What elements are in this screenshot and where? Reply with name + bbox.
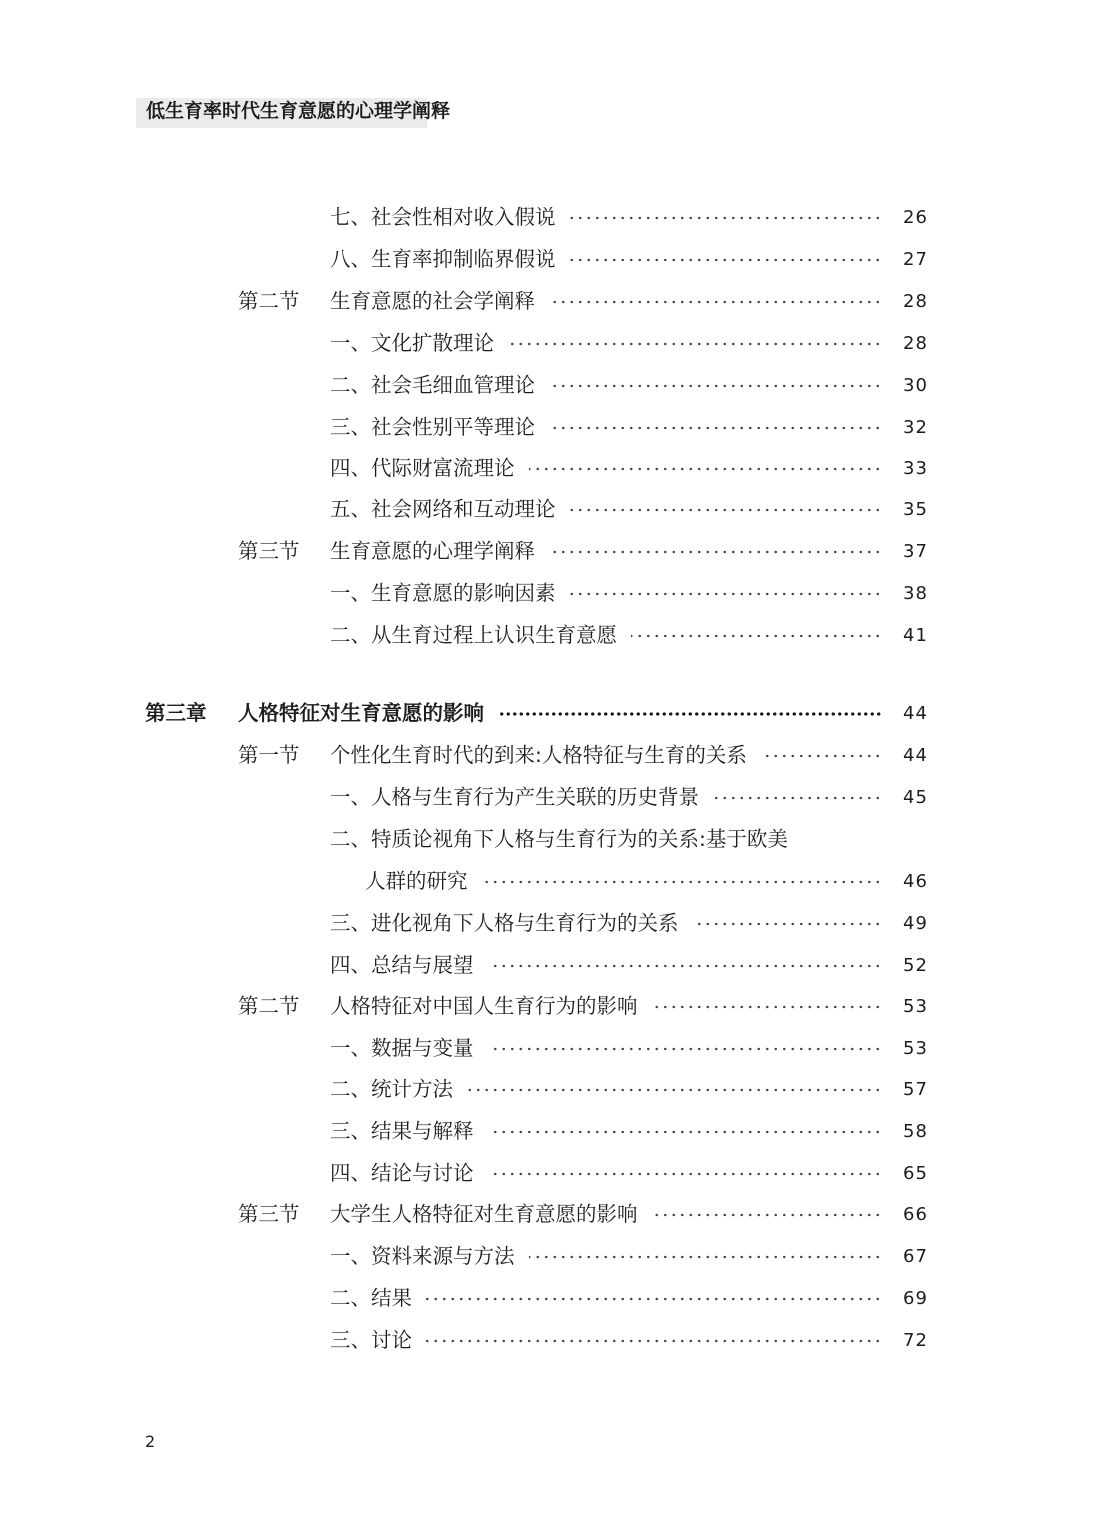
toc-entry-title: 三、社会性别平等理论: [330, 415, 535, 439]
dot-leader: [570, 508, 882, 512]
toc-entry-label: 第一节: [238, 743, 300, 767]
dot-leader: [488, 1047, 882, 1051]
toc-item-entry: [0, 1116, 1100, 1146]
dot-leader: [761, 754, 882, 758]
dot-leader: [549, 550, 882, 554]
toc-section-entry: [0, 286, 1100, 316]
toc-entry-title: 二、从生育过程上认识生育意愿: [330, 623, 617, 647]
toc-item-entry: [0, 578, 1100, 608]
toc-entry-page: 69: [903, 1288, 928, 1309]
toc-item-entry: [0, 908, 1100, 938]
toc-entry-page: 52: [903, 955, 928, 976]
dot-leader: [570, 216, 882, 220]
toc-entry-label: 第二节: [238, 994, 300, 1018]
running-header: [136, 98, 451, 128]
toc-entry-title: 人群的研究: [365, 869, 468, 893]
toc-entry-page: 65: [903, 1163, 928, 1184]
toc-entry-title: 三、讨论: [330, 1328, 412, 1352]
toc-section-entry: [0, 991, 1100, 1021]
toc-entry-page: 33: [903, 458, 928, 479]
toc-entry-page: 53: [903, 996, 928, 1017]
toc-chapter-entry: [0, 698, 1100, 728]
toc-entry-page: 37: [903, 541, 928, 562]
toc-entry-label: 第三节: [238, 539, 300, 563]
toc-entry-page: 46: [903, 871, 928, 892]
dot-leader: [482, 880, 882, 884]
dot-leader: [529, 1255, 882, 1259]
toc-entry-page: 66: [903, 1204, 928, 1225]
toc-entry-title: 一、生育意愿的影响因素: [330, 581, 556, 605]
toc-entry-page: 30: [903, 375, 928, 396]
toc-item-entry: [0, 1325, 1100, 1355]
toc-entry-page: 44: [903, 745, 928, 766]
dot-leader: [529, 467, 882, 471]
toc-item-entry: [0, 1283, 1100, 1313]
toc-section-entry: [0, 1199, 1100, 1229]
toc-entry-page: 72: [903, 1330, 928, 1351]
toc-entry-page: 58: [903, 1121, 928, 1142]
toc-entry-title: 三、进化视角下人格与生育行为的关系: [330, 911, 679, 935]
toc-entry-label: 第二节: [238, 289, 300, 313]
toc-entry-page: 41: [903, 625, 928, 646]
toc-entry-title: 一、资料来源与方法: [330, 1244, 515, 1268]
toc-entry-page: 28: [903, 291, 928, 312]
toc-entry-title: 生育意愿的社会学阐释: [330, 289, 535, 313]
dot-leader: [426, 1339, 882, 1343]
toc-entry-title: 三、结果与解释: [330, 1119, 474, 1143]
dot-leader: [570, 258, 882, 262]
toc-entry-label: 第三节: [238, 1202, 300, 1226]
toc-entry-title: 四、结论与讨论: [330, 1161, 474, 1185]
toc-entry-title: 个性化生育时代的到来:人格特征与生育的关系: [330, 743, 747, 767]
toc-entry-title: 二、特质论视角下人格与生育行为的关系:基于欧美: [330, 827, 788, 851]
dot-leader: [652, 1005, 882, 1009]
dot-leader: [631, 634, 882, 638]
toc-entry-title: 人格特征对中国人生育行为的影响: [330, 994, 638, 1018]
toc-entry-title: 一、人格与生育行为产生关联的历史背景: [330, 785, 699, 809]
toc-entry-title: 大学生人格特征对生育意愿的影响: [330, 1202, 638, 1226]
dot-leader: [488, 964, 882, 968]
toc-item-entry: [0, 202, 1100, 232]
dot-leader: [508, 342, 882, 346]
toc-item-entry: [0, 1033, 1100, 1063]
toc-entry-title: 二、社会毛细血管理论: [330, 373, 535, 397]
dot-leader: [570, 592, 882, 596]
toc-entry-title: 七、社会性相对收入假说: [330, 205, 556, 229]
toc-item-entry: [0, 950, 1100, 980]
book-title: 低生育率时代生育意愿的心理学阐释: [146, 100, 451, 122]
toc-entry-page: 44: [903, 703, 928, 724]
toc-item-entry: [0, 1241, 1100, 1271]
dot-leader: [713, 796, 882, 800]
toc-item-entry: [0, 453, 1100, 483]
dot-leader: [693, 922, 882, 926]
toc-section-entry: [0, 740, 1100, 770]
toc-entry-page: 57: [903, 1079, 928, 1100]
dot-leader: [652, 1213, 882, 1217]
toc-entry-page: 32: [903, 417, 928, 438]
toc-entry-title: 一、数据与变量: [330, 1036, 474, 1060]
dot-leader: [549, 426, 882, 430]
toc-entry-page: 67: [903, 1246, 928, 1267]
toc-entry-title: 八、生育率抑制临界假说: [330, 247, 556, 271]
toc-entry-page: 38: [903, 583, 928, 604]
toc-entry-title: 五、社会网络和互动理论: [330, 497, 556, 521]
toc-entry-title: 人格特征对生育意愿的影响: [238, 701, 484, 725]
toc-entry-page: 35: [903, 499, 928, 520]
toc-entry-page: 49: [903, 913, 928, 934]
toc-entry-page: 45: [903, 787, 928, 808]
dot-leader: [549, 300, 882, 304]
toc-item-entry: [0, 866, 1100, 896]
toc-entry-page: 26: [903, 207, 928, 228]
toc-item-entry: [0, 1074, 1100, 1104]
dot-leader: [549, 384, 882, 388]
toc-item-entry: [0, 370, 1100, 400]
page-number: 2: [145, 1432, 156, 1451]
toc-item-entry: [0, 494, 1100, 524]
toc-item-entry: [0, 412, 1100, 442]
toc-entry-page: 53: [903, 1038, 928, 1059]
dot-leader: [426, 1297, 882, 1301]
toc-item-entry: [0, 824, 1100, 854]
dot-leader: [488, 1130, 882, 1134]
dot-leader: [498, 712, 882, 716]
toc-item-entry: [0, 244, 1100, 274]
toc-entry-page: 28: [903, 333, 928, 354]
toc-section-entry: [0, 536, 1100, 566]
toc-entry-title: 二、结果: [330, 1286, 412, 1310]
toc-item-entry: [0, 1158, 1100, 1188]
dot-leader: [488, 1172, 882, 1176]
toc-entry-title: 生育意愿的心理学阐释: [330, 539, 535, 563]
toc-item-entry: [0, 328, 1100, 358]
toc-entry-title: 四、总结与展望: [330, 953, 474, 977]
toc-item-entry: [0, 620, 1100, 650]
dot-leader: [467, 1088, 882, 1092]
toc-entry-title: 一、文化扩散理论: [330, 331, 494, 355]
toc-entry-label: 第三章: [145, 701, 207, 725]
toc-item-entry: [0, 782, 1100, 812]
toc-entry-page: 27: [903, 249, 928, 270]
toc-entry-title: 二、统计方法: [330, 1077, 453, 1101]
toc-entry-title: 四、代际财富流理论: [330, 456, 515, 480]
